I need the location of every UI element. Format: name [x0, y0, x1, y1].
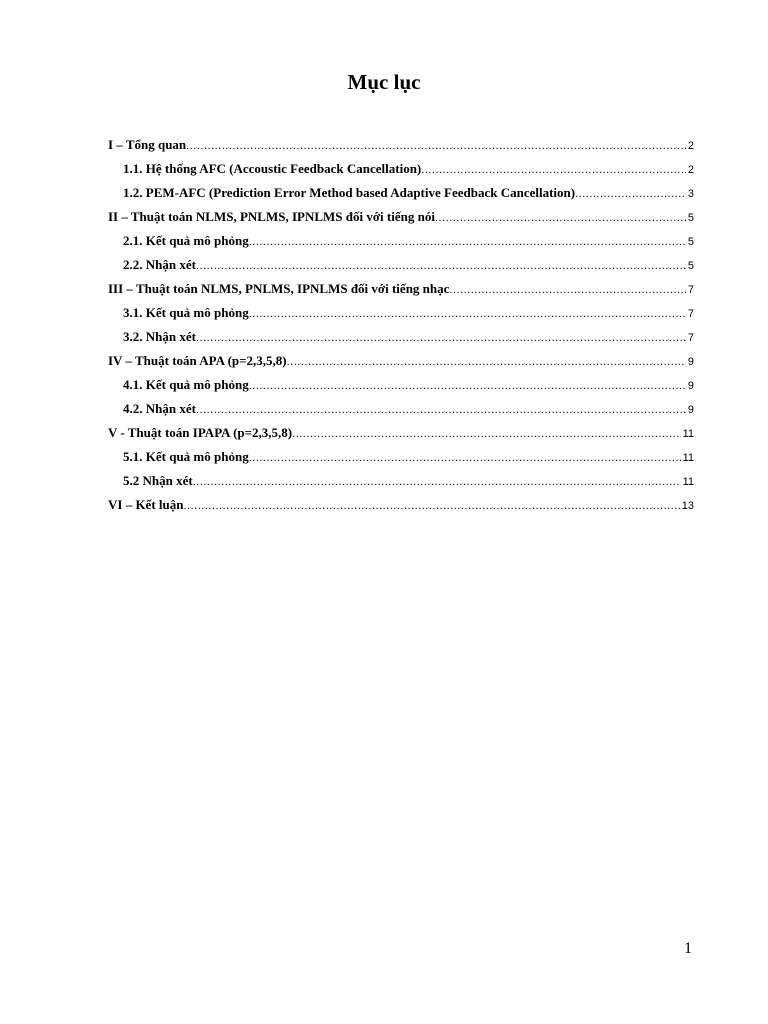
- toc-entry-label: II – Thuật toán NLMS, PNLMS, IPNLMS đối với tiếng nói: [108, 209, 435, 224]
- toc-entry-label: 3.2. Nhận xét: [123, 329, 196, 344]
- toc-dot-leader: [575, 182, 686, 205]
- toc-dot-leader: [249, 230, 686, 253]
- toc-entry-page: 7: [687, 308, 694, 320]
- toc-dot-leader: [287, 350, 686, 373]
- toc-entry-label: III – Thuật toán NLMS, PNLMS, IPNLMS đối với tiếng nhạc: [108, 281, 450, 296]
- toc-entry-label: VI – Kết luận: [108, 497, 184, 512]
- toc-entry-page: 7: [687, 332, 694, 344]
- toc-entry-3-2[interactable]: [108, 325, 694, 349]
- toc-entry-page: 11: [682, 428, 694, 440]
- toc-entry-page: 5: [687, 236, 694, 248]
- toc-dot-leader: [196, 254, 686, 277]
- toc-entry-section-3[interactable]: [108, 277, 694, 301]
- toc-entry-page: 13: [681, 500, 694, 512]
- toc-entry-1-2[interactable]: [108, 181, 694, 205]
- toc-dot-leader: [249, 374, 686, 397]
- toc-entry-label: 3.1. Kết quả mô phỏng: [123, 305, 249, 320]
- toc-dot-leader: [186, 134, 686, 157]
- toc-entry-label: 4.2. Nhận xét: [123, 401, 196, 416]
- toc-entry-page: 2: [687, 164, 694, 176]
- toc-entry-page: 2: [687, 140, 694, 152]
- toc-entry-3-1[interactable]: [108, 301, 694, 325]
- toc-dot-leader: [249, 302, 686, 325]
- toc-entry-page: 3: [687, 188, 694, 200]
- table-of-contents: [108, 133, 694, 517]
- toc-dot-leader: [435, 206, 686, 229]
- toc-entry-page: 9: [687, 404, 694, 416]
- toc-dot-leader: [449, 278, 685, 301]
- toc-dot-leader: [196, 398, 686, 421]
- toc-entry-section-1[interactable]: [108, 133, 694, 157]
- toc-entry-1-1[interactable]: [108, 157, 694, 181]
- toc-entry-2-1[interactable]: [108, 229, 694, 253]
- toc-entry-2-2[interactable]: [108, 253, 694, 277]
- toc-dot-leader: [421, 158, 686, 181]
- toc-entry-page: 7: [687, 284, 694, 296]
- toc-entry-label: 5.2 Nhận xét: [123, 473, 193, 488]
- toc-entry-label: 4.1. Kết quả mô phỏng: [123, 377, 249, 392]
- toc-dot-leader: [196, 326, 686, 349]
- toc-entry-label: 1.1. Hệ thống AFC (Accoustic Feedback Cancellation): [123, 161, 422, 176]
- toc-entry-page: 9: [687, 380, 694, 392]
- toc-entry-label: 2.1. Kết quả mô phỏng: [123, 233, 249, 248]
- toc-entry-page: 11: [682, 476, 694, 488]
- toc-entry-section-2[interactable]: [108, 205, 694, 229]
- toc-entry-section-6[interactable]: [108, 493, 694, 517]
- toc-entry-label: I – Tổng quan: [108, 137, 187, 152]
- toc-entry-page: 5: [687, 260, 694, 272]
- toc-dot-leader: [193, 470, 681, 493]
- toc-entry-4-1[interactable]: [108, 373, 694, 397]
- toc-dot-leader: [249, 446, 681, 469]
- toc-entry-label: IV – Thuật toán APA (p=2,3,5,8): [108, 353, 287, 368]
- toc-entry-section-4[interactable]: [108, 349, 694, 373]
- toc-entry-section-5[interactable]: [108, 421, 694, 445]
- toc-entry-4-2[interactable]: [108, 397, 694, 421]
- page-number: 1: [684, 940, 692, 957]
- toc-entry-5-2[interactable]: [108, 469, 694, 493]
- toc-entry-label: 1.2. PEM-AFC (Prediction Error Method based Adaptive Feedback Cancellation): [123, 185, 576, 200]
- toc-entry-page: 5: [687, 212, 694, 224]
- page-title: Mục lục: [347, 70, 421, 94]
- toc-dot-leader: [292, 422, 680, 445]
- toc-entry-5-1[interactable]: [108, 445, 694, 469]
- toc-entry-label: 5.1. Kết quả mô phỏng: [123, 449, 249, 464]
- toc-dot-leader: [183, 494, 679, 517]
- toc-entry-page: 9: [687, 356, 694, 368]
- toc-entry-label: V - Thuật toán IPAPA (p=2,3,5,8): [108, 425, 293, 440]
- toc-entry-label: 2.2. Nhận xét: [123, 257, 196, 272]
- toc-entry-page: 11: [682, 452, 694, 464]
